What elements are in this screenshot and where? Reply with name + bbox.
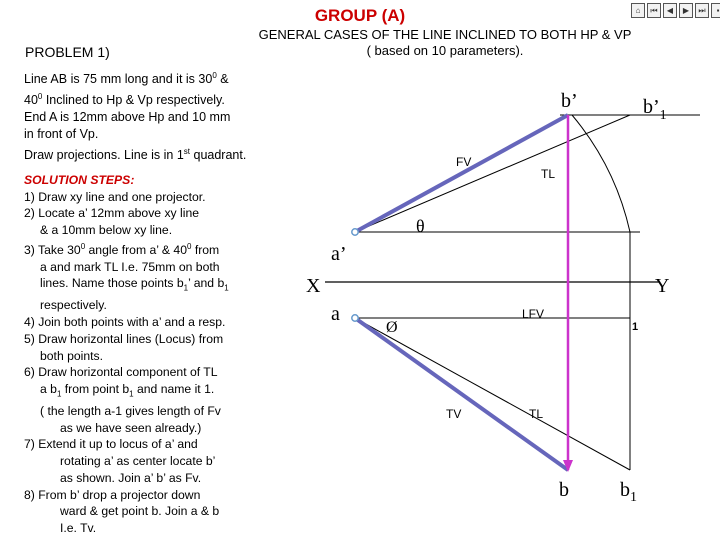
- label-y: Y: [655, 275, 670, 297]
- problem-line-3: End A is 12mm above Hp and 10 mm: [24, 110, 231, 125]
- true-length-line-bottom: [355, 318, 630, 470]
- label-a-prime: a’: [331, 243, 347, 265]
- steps-title: SOLUTION STEPS:: [24, 173, 135, 187]
- label-lfv: LFV: [522, 307, 545, 321]
- label-b: b: [559, 479, 569, 501]
- top-view-line: [355, 318, 568, 470]
- problem-line-2: $40^0$ Inclined to Hp & Vp respectively.: [24, 92, 225, 108]
- label-a: a: [331, 303, 340, 325]
- step-3-cont-3: respectively.: [40, 298, 107, 313]
- problem-line-5: Draw projections. Line is in 1st quadrant.: [24, 147, 247, 163]
- front-view-line: [355, 115, 568, 232]
- group-title: GROUP (A): [314, 6, 406, 25]
- step-3-cont-2: lines. Name those points $b_1$’ and $b_1$: [40, 276, 229, 293]
- true-length-line-top: [355, 115, 630, 232]
- step-4: 4) Join both points with a’ and a resp.: [24, 315, 226, 330]
- point-a-prime: [352, 229, 358, 235]
- problem-line-1: Line AB is 75 mm long and it is $30^0$ &: [24, 71, 229, 87]
- step-7: 7) Extend it up to locus of a’ and: [24, 437, 198, 452]
- main-title-line1: GENERAL CASES OF THE LINE INCLINED TO BOTH HP & VP: [258, 27, 632, 42]
- label-tv: TV: [446, 407, 462, 421]
- step-8-cont-2: I.e. Tv.: [60, 521, 97, 535]
- main-title-line2: ( based on 10 parameters).: [366, 43, 524, 58]
- step-6-cont-2: ( the length a-1 gives length of Fv: [40, 404, 221, 419]
- label-b1: $b_1$: [620, 479, 637, 505]
- step-5: 5) Draw horizontal lines (Locus) from: [24, 331, 224, 346]
- step-5-cont: both points.: [40, 348, 104, 363]
- first-slide-icon[interactable]: ⏮: [647, 3, 661, 18]
- label-theta: θ: [416, 216, 425, 236]
- step-6-cont-3: as we have seen already.): [60, 420, 202, 435]
- problem-label: PROBLEM 1): [25, 44, 110, 60]
- step-2-cont: & a 10mm below xy line.: [40, 223, 173, 238]
- label-one: 1: [632, 321, 639, 333]
- home-nav-icon[interactable]: ⌂: [631, 3, 645, 18]
- label-phi: Ø: [386, 319, 398, 336]
- step-2: 2) Locate a’ 12mm above xy line: [24, 206, 200, 221]
- last-slide-icon[interactable]: ⏭: [695, 3, 709, 18]
- label-tl-bottom: TL: [529, 407, 544, 421]
- label-tl-top: TL: [541, 167, 556, 181]
- step-8-cont-1: ward & get point b. Join a & b: [60, 504, 220, 519]
- step-8: 8) From b’ drop a projector down: [24, 487, 201, 502]
- step-1: 1) Draw xy line and one projector.: [24, 189, 206, 204]
- label-b1-prime: $b’_1$: [643, 96, 667, 123]
- rotation-arc-top: [572, 115, 630, 232]
- label-fv: FV: [456, 155, 472, 169]
- step-7-cont-2: as shown. Join a’ b’ as Fv.: [60, 470, 202, 485]
- end-show-icon[interactable]: ▪: [711, 3, 720, 18]
- step-3: 3) Take $30^0$ angle from a’ & $40^0$ from: [24, 241, 220, 257]
- label-b-prime: b’: [561, 90, 578, 112]
- step-3-cont-1: a and mark TL I.e. 75mm on both: [40, 259, 220, 274]
- step-7-cont-1: rotating a’ as center locate b’: [60, 454, 216, 469]
- label-x: X: [306, 275, 321, 297]
- step-6: 6) Draw horizontal component of TL: [24, 365, 218, 380]
- step-6-cont-1: a $b_1$ from point $b_1$ and name it 1.: [40, 381, 215, 399]
- prev-slide-icon[interactable]: ◀: [663, 3, 677, 18]
- problem-line-4: in front of Vp.: [24, 127, 99, 142]
- point-a: [352, 315, 358, 321]
- next-slide-icon[interactable]: ▶: [679, 3, 693, 18]
